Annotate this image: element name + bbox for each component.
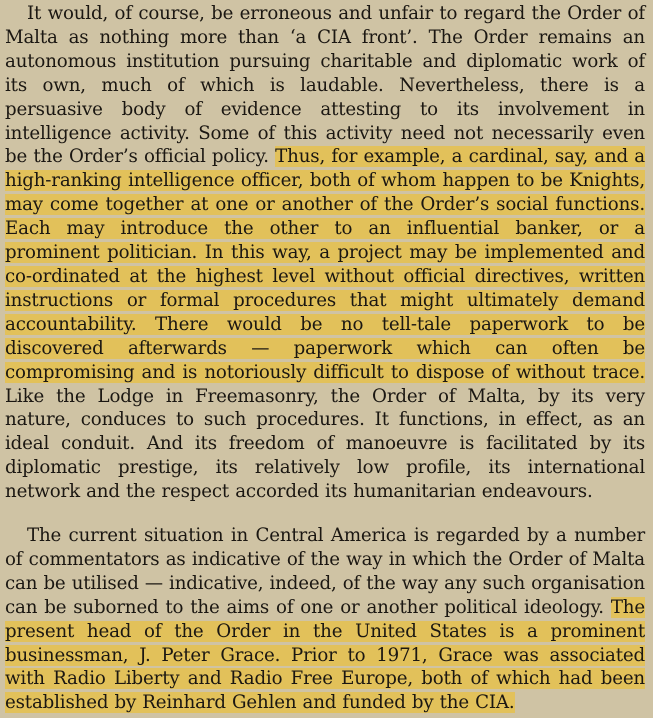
- paragraph-text: The current situation in Central America is regarded by a number of commentators as indicative of the way in which the Order of Malta can be utilised — indicative, indeed, of the way any such organisation can be suborned to the aims of one or another political ideology.: [5, 525, 645, 618]
- highlighted-passage: The present head of the Order in the United States is a prominent businessman, J. Peter Grace. Prior to 1971, Grace was associated with Radio Liberty and Radio Free Europe, both of which had been established by Reinhard Gehlen and funded by the CIA.: [5, 596, 645, 714]
- highlighted-passage: Thus, for example, a cardinal, say, and a high-ranking intelligence officer, both of whom happen to be Knights, may come together at one or another of the Order’s social functions. Each may introduce the other to an influential banker, or a prominent politician. In this way, a project may be implemented and co-ordinated at the highest level without official directives, written instructions or formal procedures that might ultimately demand accountability. There would be no tell-tale paperwork to be discovered afterwards — paperwork which can often be compromising and is notoriously difficult to dispose of without trace.: [5, 146, 645, 383]
- paragraph-central-america: [5, 524, 645, 715]
- paragraph-order-of-malta: [5, 2, 645, 504]
- paragraph-text: Like the Lodge in Freemasonry, the Order of Malta, by its very nature, conduces to such procedures. It functions, in effect, as an ideal conduit. And its freedom of manoeuvre is facilitated by its diplomatic prestige, its relatively low profile, its international network and the respect accorded its humanitarian endeavours.: [5, 385, 645, 503]
- paragraph-text: It would, of course, be erroneous and unfair to regard the Order of Malta as nothing more than ‘a CIA front’. The Order remains an autonomous institution pursuing charitable and diplomatic work of its own, much of which is laudable. Nevertheless, there is a persuasive body of evidence attesting to its involvement in intelligence activity. Some of this activity need not necessarily even be the Order’s official policy.: [5, 3, 645, 168]
